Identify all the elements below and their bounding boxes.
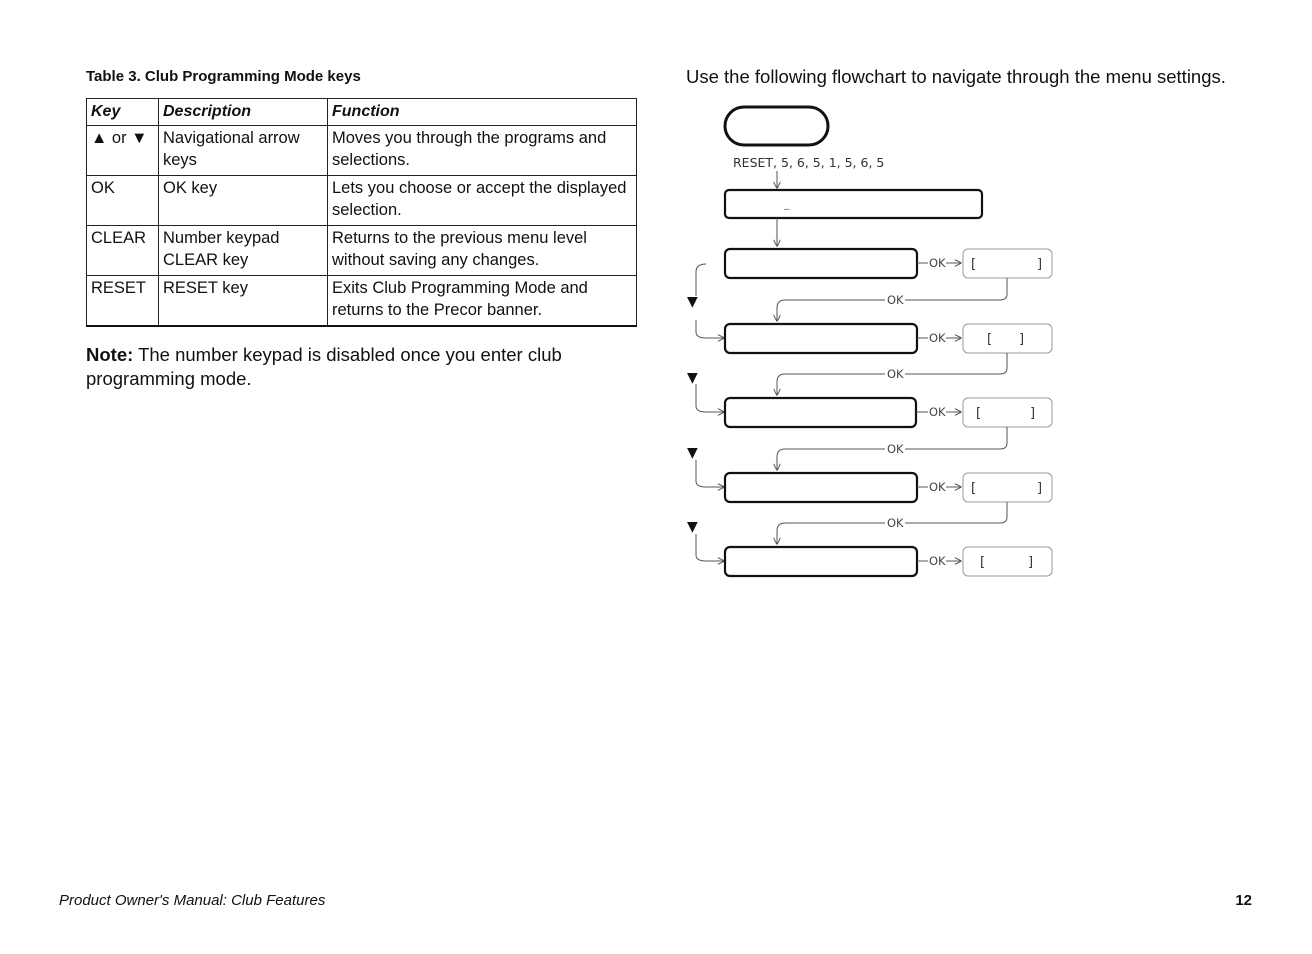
down-arrow-icon: ▼ <box>687 519 698 535</box>
bracket-close: ] <box>1030 406 1036 421</box>
setting-value-box <box>963 547 1052 576</box>
side-connector <box>696 320 724 338</box>
password-entry-box <box>725 190 982 218</box>
return-connector <box>905 278 1007 300</box>
table-row <box>87 276 637 327</box>
return-connector <box>777 523 885 544</box>
bracket-close: ] <box>1019 332 1025 347</box>
cell-description: RESET key <box>159 276 328 327</box>
down-arrow-icon: ▼ <box>687 294 698 310</box>
note-label: Note: <box>86 344 134 365</box>
table-row <box>87 226 637 276</box>
return-connector <box>905 353 1007 374</box>
side-connector <box>696 264 706 296</box>
return-connector <box>905 502 1007 523</box>
footer-page-number: 12 <box>1235 892 1252 909</box>
bracket-open: [ <box>976 406 982 421</box>
bracket-close: ] <box>1037 257 1043 272</box>
club-programming-keys-table <box>86 98 637 327</box>
footer-manual-title: Product Owner's Manual: Club Features <box>59 892 326 909</box>
ok-label: OK <box>929 331 946 345</box>
ok-label: OK <box>929 405 946 419</box>
start-oval <box>725 107 828 145</box>
menu-item-box <box>725 324 917 353</box>
cell-description: OK key <box>159 176 328 226</box>
return-connector <box>777 300 885 321</box>
ok-label: OK <box>887 367 904 381</box>
down-arrow-icon: ▼ <box>687 445 698 461</box>
note-paragraph <box>86 343 626 391</box>
menu-flowchart <box>680 100 1070 590</box>
entry-cursor: _ <box>784 197 790 210</box>
bracket-close: ] <box>1037 481 1043 496</box>
cell-function: Exits Club Programming Mode and returns to the Precor banner. <box>328 276 637 327</box>
cell-description: Number keypad CLEAR key <box>159 226 328 276</box>
menu-item-box <box>725 398 916 427</box>
ok-label: OK <box>887 516 904 530</box>
bracket-open: [ <box>971 481 977 496</box>
cell-function: Returns to the previous menu level without saving any changes. <box>328 226 637 276</box>
menu-item-box <box>725 473 917 502</box>
menu-item-box <box>725 547 917 576</box>
cell-function: Lets you choose or accept the displayed selection. <box>328 176 637 226</box>
table-row <box>87 126 637 176</box>
cell-key: ▲ or ▼ <box>87 126 159 176</box>
cell-key: CLEAR <box>87 226 159 276</box>
return-connector <box>777 374 885 395</box>
ok-label: OK <box>929 554 946 568</box>
header-key: Key <box>87 99 159 126</box>
bracket-open: [ <box>987 332 993 347</box>
down-arrow-icon: ▼ <box>687 370 698 386</box>
menu-item-box <box>725 249 917 278</box>
side-connector <box>696 534 724 561</box>
ok-label: OK <box>929 256 946 270</box>
bracket-open: [ <box>971 257 977 272</box>
flowchart-intro: Use the following flowchart to navigate through the menu settings. <box>686 66 1226 87</box>
note-text: The number keypad is disabled once you enter club programming mode. <box>86 344 562 389</box>
ok-label: OK <box>887 293 904 307</box>
return-connector <box>777 449 885 470</box>
table-header-row <box>87 99 637 126</box>
bracket-close: ] <box>1028 555 1034 570</box>
header-function: Function <box>328 99 637 126</box>
return-connector <box>905 427 1007 449</box>
entry-sequence-label: RESET, 5, 6, 5, 1, 5, 6, 5 <box>733 155 885 170</box>
table-caption: Table 3. Club Programming Mode keys <box>86 68 361 85</box>
side-connector <box>696 460 724 487</box>
cell-function: Moves you through the programs and selections. <box>328 126 637 176</box>
cell-key: OK <box>87 176 159 226</box>
ok-label: OK <box>929 480 946 494</box>
table-row <box>87 176 637 226</box>
ok-label: OK <box>887 442 904 456</box>
cell-description: Navigational arrow keys <box>159 126 328 176</box>
side-connector <box>696 384 724 412</box>
header-description: Description <box>159 99 328 126</box>
setting-value-box <box>963 324 1052 353</box>
cell-key: RESET <box>87 276 159 327</box>
bracket-open: [ <box>980 555 986 570</box>
